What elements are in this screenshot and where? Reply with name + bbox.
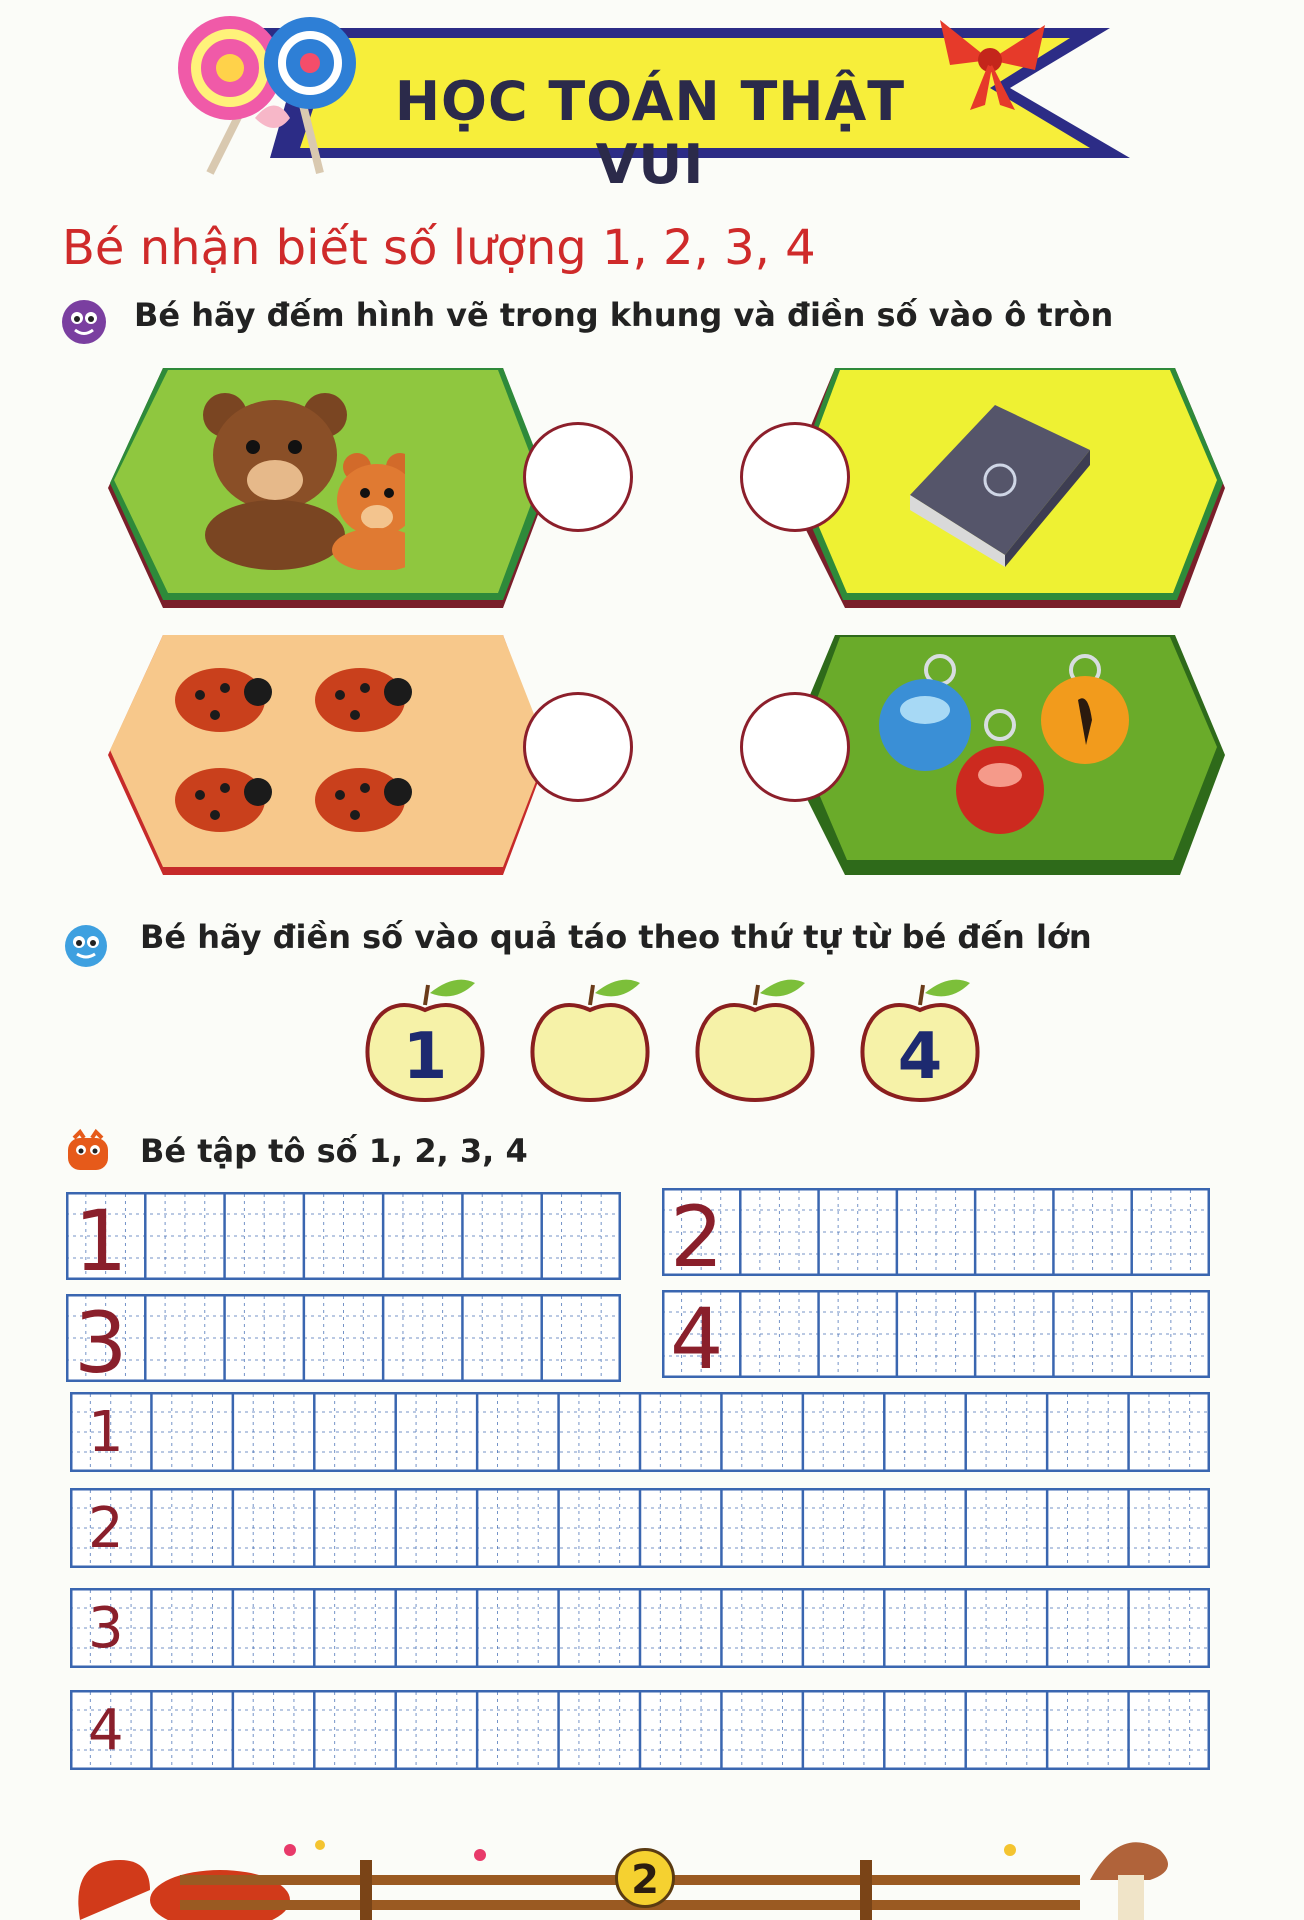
trace-grid [662, 1290, 1210, 1378]
trace-grid [662, 1188, 1210, 1276]
purple-monster-icon [60, 298, 108, 346]
model-digit: 2 [88, 1496, 124, 1561]
section-heading: Bé nhận biết số lượng 1, 2, 3, 4 [62, 220, 816, 276]
book-icon [905, 395, 1095, 570]
apple-2[interactable] [525, 975, 655, 1115]
trace-row-long-2[interactable] [70, 1488, 1210, 1568]
model-digit: 1 [88, 1400, 124, 1465]
model-digit: 3 [74, 1294, 128, 1392]
model-digit: 1 [74, 1192, 128, 1290]
apple-4[interactable] [855, 975, 985, 1115]
trace-row-long-3[interactable] [70, 1588, 1210, 1668]
apple-number: 4 [897, 1020, 943, 1094]
page-number: 2 [615, 1848, 675, 1908]
instruction-apples: Bé hãy điền số vào quả táo theo thứ tự từ bé đến lớn [140, 918, 1092, 956]
ladybug-icon [170, 660, 420, 845]
apple-1[interactable] [360, 975, 490, 1115]
blue-monster-icon [62, 920, 110, 968]
model-digit: 4 [670, 1290, 724, 1388]
answer-circle-book[interactable] [740, 422, 850, 532]
answer-circle-ladybugs[interactable] [523, 692, 633, 802]
orange-monster-icon [64, 1128, 112, 1176]
apple-row [360, 975, 1010, 1115]
trace-grid [66, 1192, 621, 1280]
model-digit: 2 [670, 1188, 724, 1286]
trace-grid [70, 1488, 1210, 1568]
ribbon-bow-icon [930, 5, 1060, 115]
answer-circle-yoyos[interactable] [740, 692, 850, 802]
trace-grid [66, 1294, 621, 1382]
trace-row-short-4[interactable] [662, 1290, 1210, 1388]
teddy-bear-icon [185, 385, 405, 570]
lollipop-icon [150, 8, 370, 178]
trace-grid [70, 1392, 1210, 1472]
yoyo-icon [870, 650, 1170, 850]
instruction-tracing: Bé tập tô số 1, 2, 3, 4 [140, 1132, 528, 1170]
model-digit: 4 [88, 1698, 124, 1763]
trace-row-long-1[interactable] [70, 1392, 1210, 1472]
model-digit: 3 [88, 1596, 124, 1661]
apple-number: 1 [402, 1020, 448, 1094]
trace-grid [70, 1588, 1210, 1668]
apple-3[interactable] [690, 975, 820, 1115]
trace-row-short-2[interactable] [662, 1188, 1210, 1286]
trace-row-short-1[interactable] [66, 1192, 621, 1290]
trace-grid [70, 1690, 1210, 1770]
page-title: HỌC TOÁN THẬT VUI [394, 70, 906, 196]
trace-row-long-4[interactable] [70, 1690, 1210, 1770]
instruction-count: Bé hãy đếm hình vẽ trong khung và điền số vào ô tròn [134, 296, 1114, 334]
apple-icon [690, 975, 820, 1115]
trace-row-short-3[interactable] [66, 1294, 621, 1392]
answer-circle-teddy[interactable] [523, 422, 633, 532]
apple-icon [525, 975, 655, 1115]
